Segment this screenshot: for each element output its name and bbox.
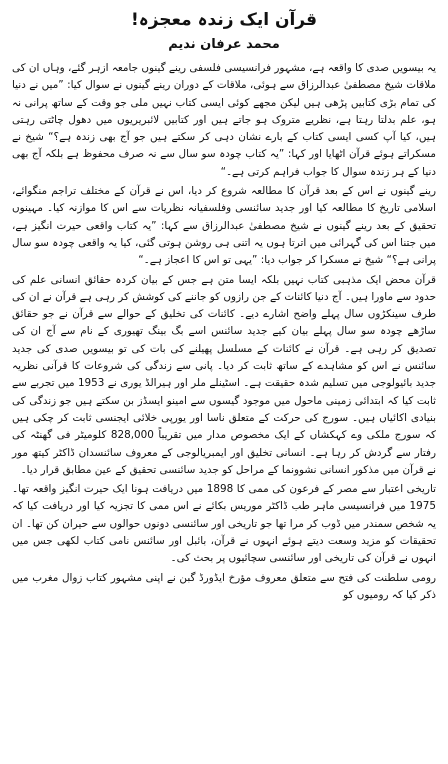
article-paragraph-4: تاریخی اعتبار سے مصر کے فرعون کی ممی کا 1898 میں دریافت ہونا ایک حیرت انگیز واقعہ تھا۔ 1975 میں فرانسیسی ماہر طب ڈاکٹر موریس بکائے نے اس ممی کا تجزیہ کیا اور دریافت کیا کہ یہ شخص سمندر میں ڈوب کر مرا تھا جو تاریخی اور سائنسی دونوں حوالوں سے حیران کن تھا۔ ان تحقیقات کو مزید وسعت دیتے ہوئے انہوں نے قرآن، بائبل اور سائنس نامی کتاب لکھی جس میں انہوں نے قرآن کی تاریخی اور سائنسی سچائیوں پر بحث کی۔ — [12, 483, 437, 565]
article-paragraph-1: یہ بیسویں صدی کا واقعہ ہے، مشہور فرانسیسی فلسفی رینے گینوں جامعہ ازہر گئے، وہاں ان کی ملاقات شیخ مصطفیٰ عبدالرزاق سے ہوئی، ملاقات کے دوران رینے گینوں نے سوال کیا: ”میں نے دنیا کی تمام بڑی کتابیں پڑھی ہیں لیکن مجھے کوئی ایسی کتاب نہیں ملی جو وقت کے ساتھ پرانی نہ ہو، علم بدلتا رہتا ہے، نظریے متروک ہو جاتے ہیں اور کتابیں لائبریریوں میں دھول چاٹتی رہتی ہیں، کیا آپ کسی ایسی کتاب کے بارے نشان دہی کر سکتے ہیں جو آج بھی زندہ ہے؟“ شیخ نے مسکراتے ہوئے قرآن اٹھایا اور کہا: ”یہ کتاب چودہ سو سال سے نہ صرف محفوظ ہے بلکہ آج بھی دنیا کے ہر زندہ سوال کا جواب فراہم کرتی ہے۔“ — [12, 62, 436, 178]
article-title: قرآن ایک زندہ معجزہ! — [130, 10, 318, 30]
article-paragraph-2: رینے گینوں نے اس کے بعد قرآن کا مطالعہ شروع کر دیا، اس نے قرآن کے مختلف تراجم منگوائے، اسلامی تاریخ کا مطالعہ کیا اور جدید سائنسی وفلسفیانہ نظریات سے اس کا موازنہ کیا۔ مہینوں تحقیق کے بعد رینے گینوں نے شیخ مصطفیٰ عبدالرزاق سے کہا: ”یہ کتاب واقعی حیرت انگیز ہے، میں جتنا اس کی گہرائی میں اترتا ہوں یہ اتنی ہی روشن ہوتی گئی، کیا یہ واقعی چودہ سو سال پرانی ہے؟“ شیخ نے مسکرا کر جواب دیا: ”یہی تو اس کا اعجاز ہے۔“ — [12, 185, 436, 267]
article-paragraph-3: قرآن محض ایک مذہبی کتاب نہیں بلکہ ایسا متن ہے جس کے بیان کردہ حقائق انسانی علم کی حدود سے ماورا ہیں۔ آج دنیا کائنات کے جن رازوں کو جاننے کی کوشش کر رہی ہے قرآن نے ان کی طرف سینکڑوں سال پہلے واضح اشارے دیے۔ کائنات کی تخلیق کے حوالے سے قرآن نے جو حقائق ساڑھے چودہ سو سال پہلے بیان کیے جدید سائنس اسے بگ بینگ تھیوری کے نام سے آج ان کی تصدیق کر رہی ہے۔ قرآن نے کائنات کے مسلسل پھیلنے کی بات کی تو بیسویں صدی کی جدید سائنس نے اس کو مشاہدے کے ساتھ ثابت کر دیا۔ پانی سے زندگی کی شروعات کا قرآنی نظریہ جدید بائیولوجی میں تسلیم شدہ حقیقت ہے۔ اسٹینلے ملر اور ہیرالڈ یوری نے 1953 میں تجربے سے ثابت کیا کہ ابتدائی زمینی ماحول میں موجود گیسوں سے امینو ایسڈز بن سکتے ہیں جو زندگی کی بنیادی اکائیاں ہیں۔ سورج کی حرکت کے متعلق ناسا اور یورپی خلائی ایجنسی ثابت کر چکی ہیں کہ سورج ملکی وے کہکشاں کے ایک مخصوص مدار میں تقریباً 828,000 کلومیٹر فی گھنٹہ کی رفتار سے گردش کر رہا ہے۔ انسانی تخلیق اور ایمبریالوجی کے معروف سائنسدان ڈاکٹر کیتھ مور نے قرآن میں مذکور انسانی نشوونما کے مراحل کو جدید سائنسی تحقیق کے عین مطابق قرار دیا۔ — [12, 273, 436, 476]
article-paragraph-5: رومی سلطنت کی فتح سے متعلق معروف مؤرخ ایڈورڈ گبن نے اپنی مشہور کتاب زوال مغرب میں ذکر کیا کہ رومیوں کو — [12, 571, 436, 601]
article-author: محمد عرفان ندیم — [168, 37, 280, 52]
